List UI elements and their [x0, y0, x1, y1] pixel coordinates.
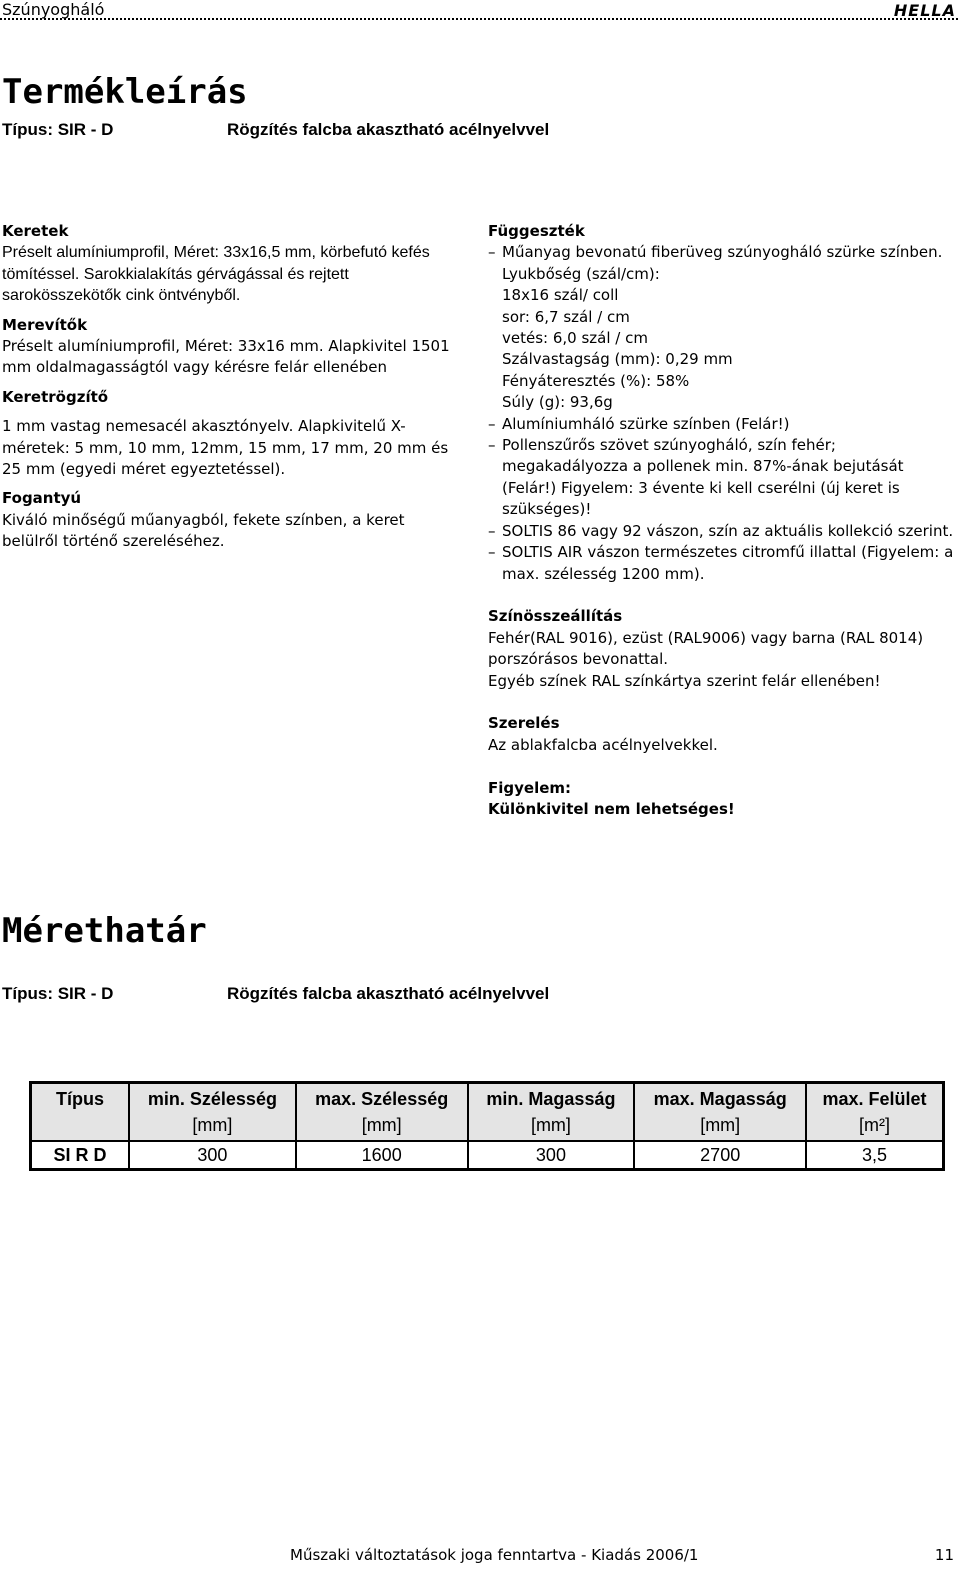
table-cell: 3,5	[806, 1141, 943, 1170]
list-item: – Alumíniumháló szürke színben (Felár!)	[488, 414, 790, 433]
right-column	[488, 221, 958, 820]
keretek-text: Préselt alumíniumprofil, Méret: 33x16,5 mm, körbefutó kefés tömítéssel. Sarokkialakítás gérvágással és rejtett sarokösszekötők cink öntvényből.	[2, 244, 430, 305]
table-cell: 2700	[634, 1141, 806, 1170]
type-description: Rögzítés falcba akasztható acélnyelvvel	[227, 120, 550, 139]
list-item: – SOLTIS AIR vászon természetes citromfű illattal (Figyelem: a max. szélesség 1200 mm).	[488, 543, 954, 583]
type-label: Típus: SIR - D	[2, 120, 114, 139]
column-header: max. Magasság [mm]	[634, 1083, 806, 1142]
list-item: – Műanyag bevonatú fiberüveg szúnyogháló szürke színben.	[488, 243, 943, 262]
column-header: min. Szélesség [mm]	[129, 1083, 296, 1142]
table-cell: 300	[129, 1141, 296, 1170]
fogantyu-heading: Fogantyú	[2, 489, 82, 508]
header-title: Szúnyogháló	[2, 0, 105, 19]
keretek-heading: Keretek	[2, 222, 69, 240]
column-header: max. Szélesség [mm]	[296, 1083, 468, 1142]
szin-text-extra: Egyéb színek RAL színkártya szerint felár ellenében!	[488, 671, 881, 690]
figyelem-text: Különkivitel nem lehetséges!	[488, 799, 735, 818]
table-header-row	[31, 1083, 944, 1142]
table-cell: SI R D	[31, 1141, 130, 1170]
section-title-description: Termékleírás	[2, 72, 248, 112]
figyelem-heading: Figyelem:	[488, 778, 572, 797]
footer-text: Műszaki változtatások joga fenntartva - Kiadás 2006/1	[290, 1546, 699, 1564]
spec-item: sor: 6,7 szál / cm	[502, 307, 630, 326]
spec-item: vetés: 6,0 szál / cm	[502, 329, 648, 348]
spec-list	[488, 264, 958, 414]
spec-item: Fényáteresztés (%): 58%	[502, 371, 690, 390]
column-header: Típus	[31, 1083, 130, 1142]
szin-text: Fehér(RAL 9016), ezüst (RAL9006) vagy barna (RAL 8014) porszórásos bevonattal.	[488, 628, 924, 669]
merevitok-heading: Merevítők	[2, 315, 88, 334]
fogantyu-text: Kiváló minőségű műanyagból, fekete színben, a keret belülről történő szereléséhez.	[2, 510, 405, 551]
keretrogzito-text: 1 mm vastag nemesacél akasztónyelv. Alapkivitelű X-méretek: 5 mm, 10 mm, 12mm, 15 mm, 17 mm, 20 mm és 25 mm (egyedi méret egyeztetéssel).	[2, 417, 449, 479]
list-item: – SOLTIS 86 vagy 92 vászon, szín az aktuális kollekció szerint.	[488, 521, 954, 540]
spec-item: Szálvastagság (mm): 0,29 mm	[502, 350, 733, 369]
limits-type-label: Típus: SIR - D	[2, 984, 114, 1003]
limits-type-description: Rögzítés falcba akasztható acélnyelvvel	[227, 984, 550, 1003]
section-title-limits: Mérethatár	[2, 911, 207, 951]
fuggesztek-heading: Függeszték	[488, 222, 585, 240]
spec-item: Lyukbőség (szál/cm):	[502, 264, 660, 283]
szereles-heading: Szerelés	[488, 714, 560, 733]
dimension-table	[29, 1081, 945, 1171]
keretrogzito-heading: Keretrögzítő	[2, 387, 109, 406]
merevitok-text: Préselt alumíniumprofil, Méret: 33x16 mm. Alapkivitel 1501 mm oldalmagasságtól vagy kérésre felár ellenében	[2, 337, 450, 377]
page-number: 11	[934, 1546, 954, 1564]
column-header: min. Magasság [mm]	[468, 1083, 635, 1142]
column-header: max. Felület [m²]	[806, 1083, 943, 1142]
list-item: – Pollenszűrős szövet szúnyogháló, szín fehér; megakadályozza a pollenek min. 87%-ának bejutását (Felár!) Figyelem: 3 évente ki kell cserélni (új keret is szükséges)!	[488, 436, 904, 519]
table-cell: 1600	[296, 1141, 468, 1170]
spec-item: 18x16 szál/ coll	[502, 286, 619, 305]
fuggesztek-list	[488, 242, 958, 585]
hella-logo: HELLA	[893, 1, 956, 20]
table-row	[31, 1141, 944, 1170]
szin-heading: Színösszeállítás	[488, 607, 623, 626]
header-divider	[0, 18, 958, 20]
spec-item: Súly (g): 93,6g	[502, 393, 613, 412]
left-column	[2, 221, 458, 553]
table-cell: 300	[468, 1141, 635, 1170]
szereles-text: Az ablakfalcba acélnyelvekkel.	[488, 735, 718, 754]
